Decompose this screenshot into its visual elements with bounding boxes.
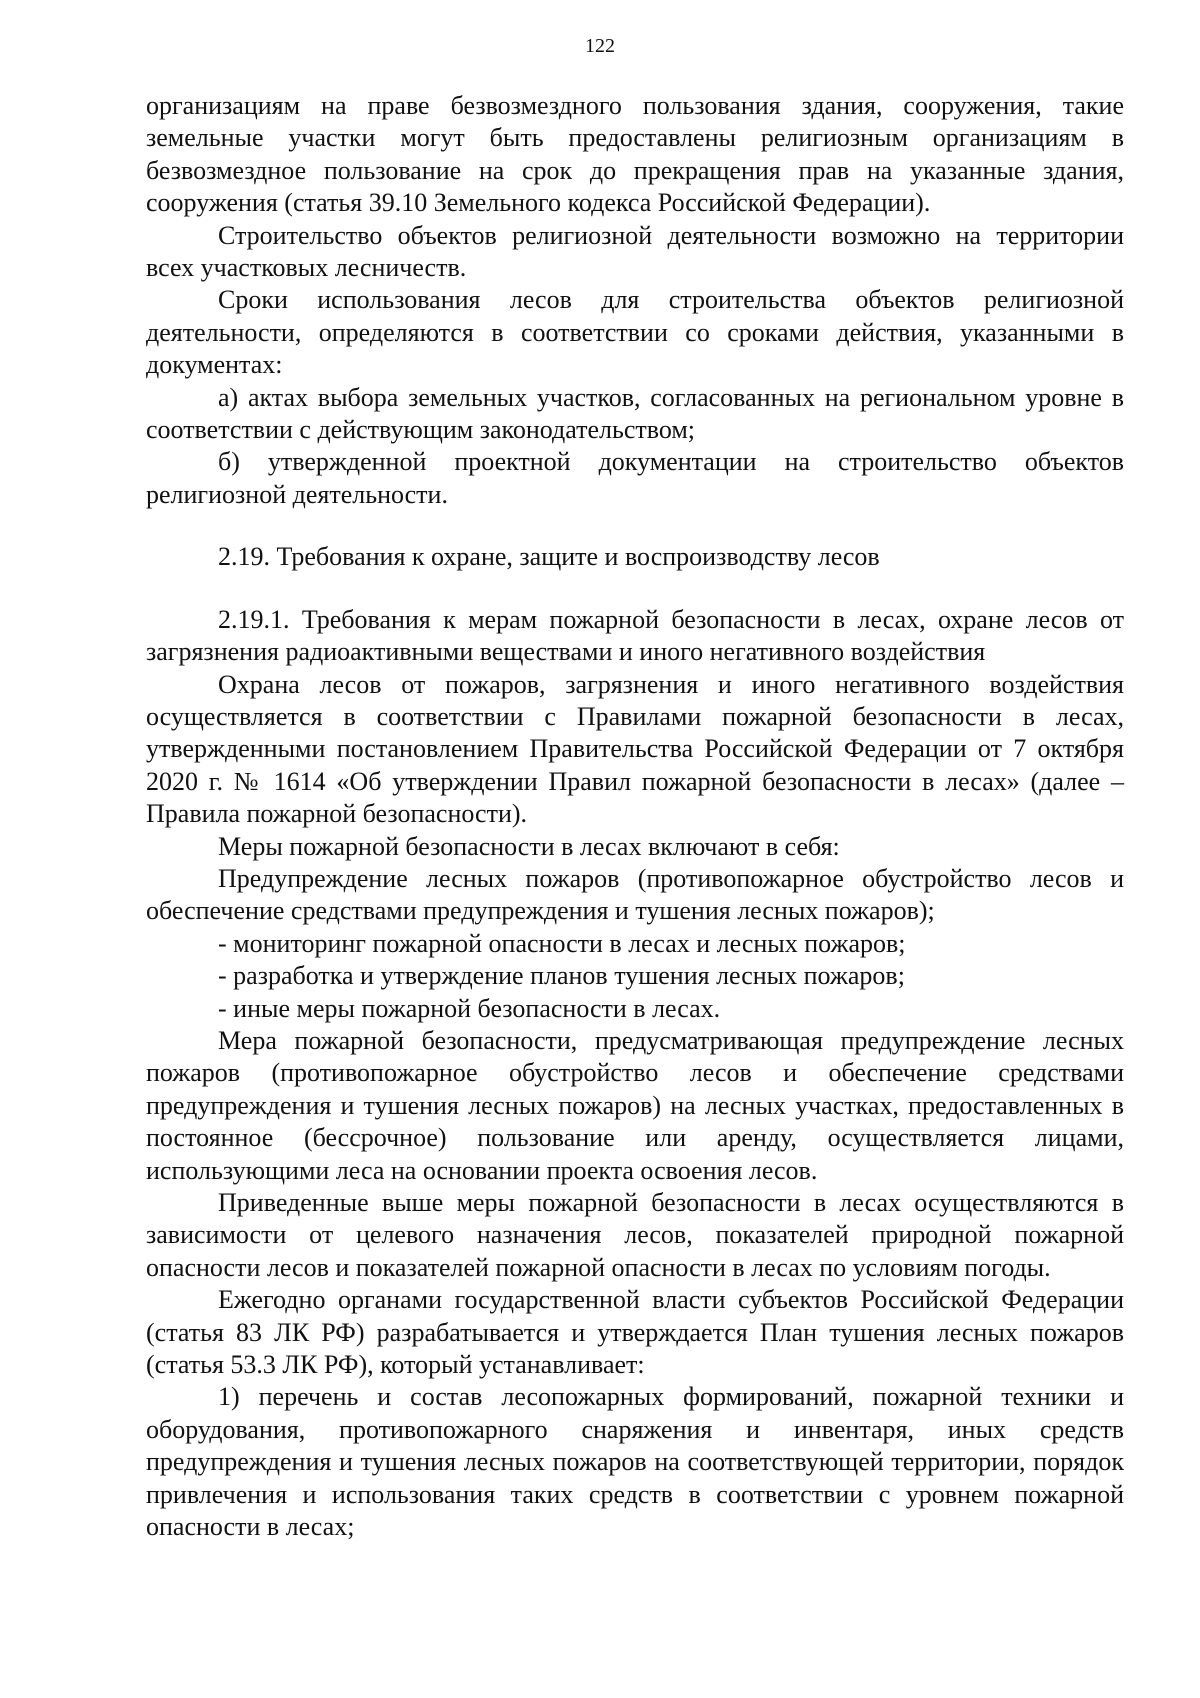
paragraph-annual-plan: Ежегодно органами государственной власти субъектов Российской Федерации (статья 83 ЛК РФ) разрабатывается и утверждается План тушения лесных пожаров (статья 53.3 ЛК РФ), который устанавливает: — [146, 1285, 1124, 1380]
list-item-a: а) актах выбора земельных участков, согласованных на региональном уровне в соответствии с действующим законодательством; — [146, 382, 1124, 445]
page-number: 122 — [585, 35, 615, 57]
paragraph-religious-construction: Строительство объектов религиозной деятельности возможно на территории всех участковых лесничеств. — [146, 220, 1124, 283]
section-heading-2-19: 2.19. Требования к охране, защите и воспроизводству лесов — [218, 542, 880, 572]
list-item-plans: - разработка и утверждение планов тушения лесных пожаров; — [218, 961, 905, 991]
subsection-heading-2-19-1: 2.19.1. Требования к мерам пожарной безопасности в лесах, охране лесов от загрязнения радиоактивными веществами и иного негативного воздействия — [146, 604, 1124, 667]
paragraph-measures-intro: Меры пожарной безопасности в лесах включают в себя: — [218, 831, 840, 861]
paragraph-prevention: Предупреждение лесных пожаров (противопожарное обустройство лесов и обеспечение средствами предупреждения и тушения лесных пожаров); — [146, 863, 1124, 926]
paragraph-continuation: организациям на праве безвозмездного пользования здания, сооружения, такие земельные участки могут быть предоставлены религиозным организациям в безвозмездное пользование на срок до прекращения прав на указанные здания, сооружения (статья 39.10 Земельного кодекса Российской Федерации). — [146, 91, 1124, 218]
paragraph-usage-terms: Сроки использования лесов для строительства объектов религиозной деятельности, определяются в соответствии со сроками действия, указанными в документах: — [146, 285, 1124, 380]
document-body — [146, 90, 1124, 1543]
paragraph-fire-protection: Охрана лесов от пожаров, загрязнения и иного негативного воздействия осуществляется в соответствии с Правилами пожарной безопасности в лесах, утвержденными постановлением Правительства Российской Федерации от 7 октября 2020 г. № 1614 «Об утверждении Правил пожарной безопасности в лесах» (далее – Правила пожарной безопасности). — [146, 669, 1124, 829]
list-item-monitoring: - мониторинг пожарной опасности в лесах и лесных пожаров; — [218, 928, 906, 958]
paragraph-prevention-measure: Мера пожарной безопасности, предусматривающая предупреждение лесных пожаров (противопожарное обустройство лесов и обеспечение средствами предупреждения и тушения лесных пожаров) на лесных участках, предоставленных в постоянное (бессрочное) пользование или аренду, осуществляется лицами, использующими леса на основании проекта освоения лесов. — [146, 1025, 1124, 1185]
list-item-1: 1) перечень и состав лесопожарных формирований, пожарной техники и оборудования, противопожарного снаряжения и инвентаря, иных средств предупреждения и тушения лесных пожаров на соответствующей территории, порядок привлечения и использования таких средств в соответствии с уровнем пожарной опасности в лесах; — [146, 1382, 1124, 1542]
list-item-other-measures: - иные меры пожарной безопасности в лесах. — [218, 993, 721, 1023]
list-item-b: б) утвержденной проектной документации на строительство объектов религиозной деятельности. — [146, 447, 1124, 509]
paragraph-measures-dependence: Приведенные выше меры пожарной безопасности в лесах осуществляются в зависимости от целевого назначения лесов, показателей природной пожарной опасности лесов и показателей пожарной опасности в лесах по условиям погоды. — [146, 1188, 1124, 1282]
